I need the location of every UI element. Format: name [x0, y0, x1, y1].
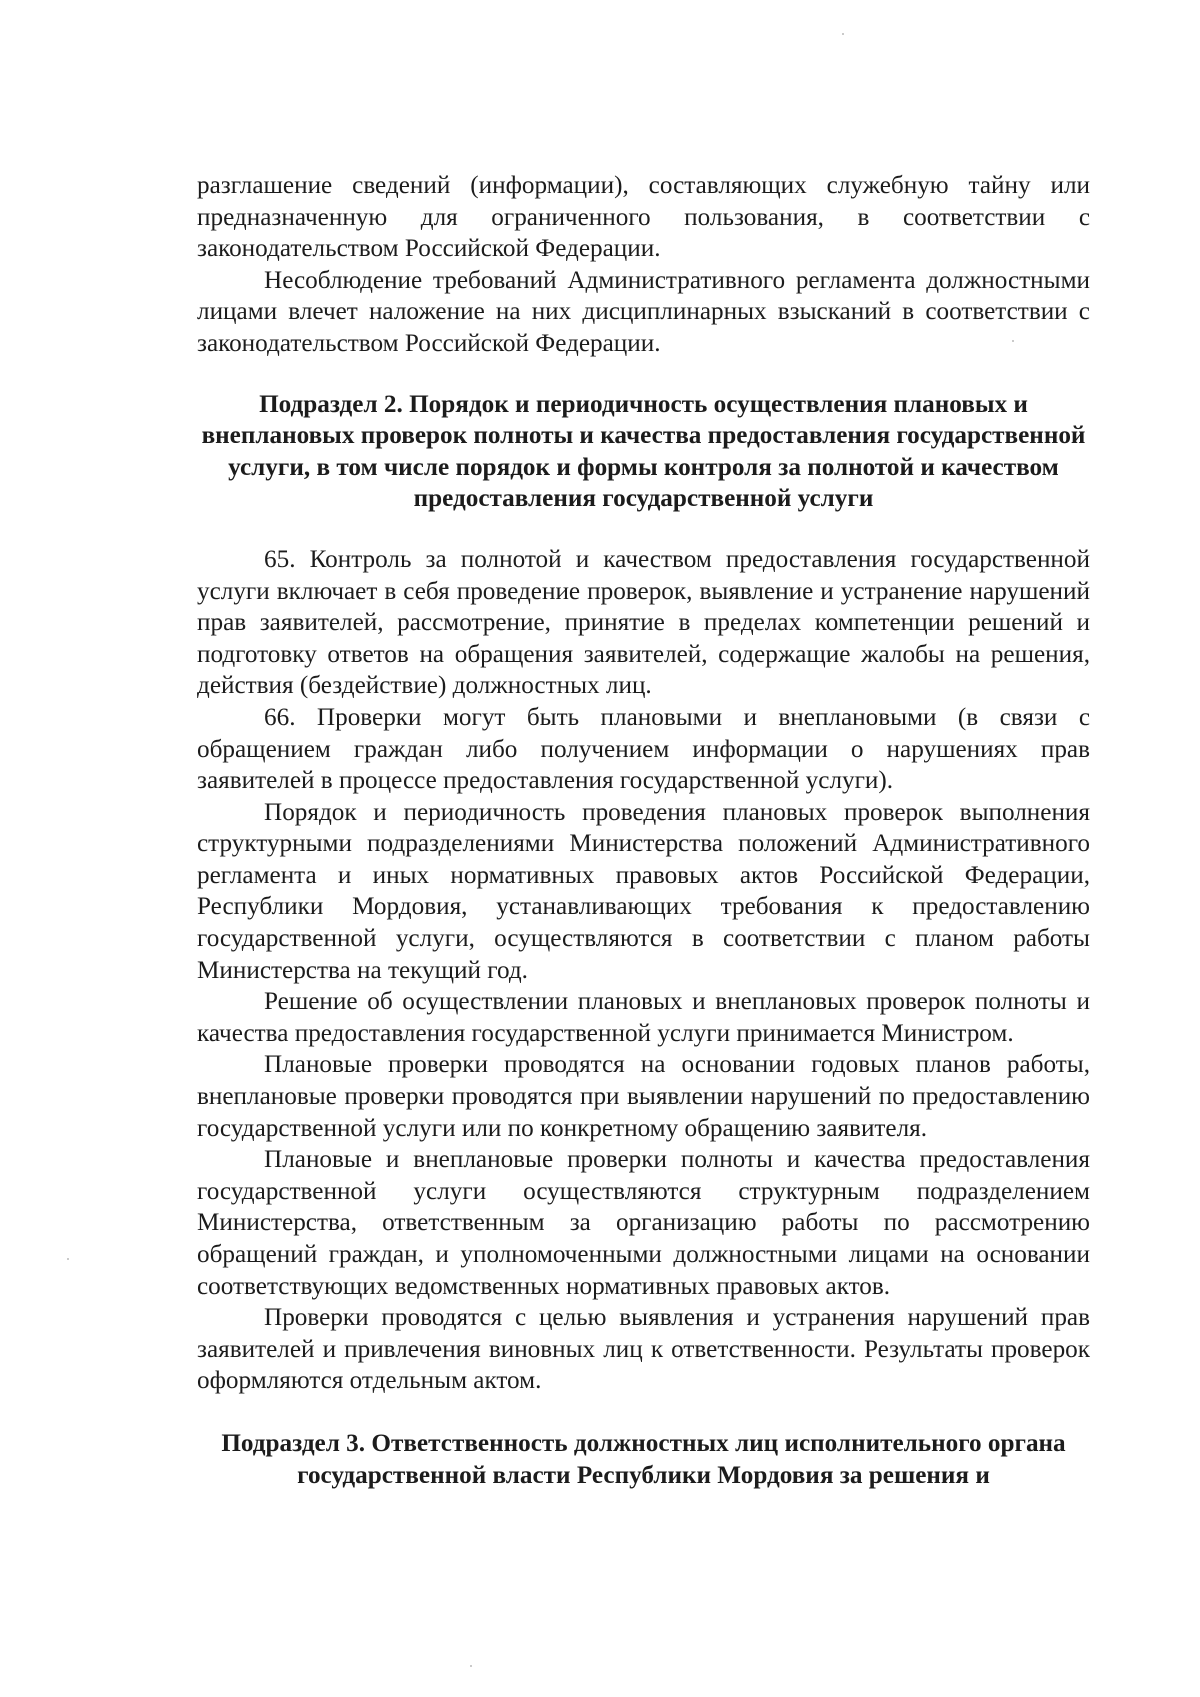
document-body	[197, 170, 1090, 1491]
subsection-2-heading: Подраздел 2. Порядок и периодичность осуществления плановых и внеплановых проверок полноты и качества предоставления государственной услуги, в том числе порядок и формы контроля за полнотой и качеством предоставления государственной услуги	[201, 390, 1086, 513]
intro-continuation: разглашение сведений (информации), составляющих служебную тайну или предназначенную для ограниченного пользования, в соответствии с законодательством Российской Федерации.	[197, 172, 1090, 263]
paragraph-inspection-basis: Плановые проверки проводятся на основании годовых планов работы, внеплановые проверки проводятся при выявлении нарушений по предоставлению государственной услуги или по конкретному обращению заявителя.	[197, 1051, 1090, 1142]
subsection-3-heading: Подраздел 3. Ответственность должностных лиц исполнительного органа государственной власти Республики Мордовия за решения и	[221, 1429, 1066, 1489]
intro-paragraph: Несоблюдение требований Административного регламента должностными лицами влечет наложение на них дисциплинарных взысканий в соответствии с законодательством Российской Федерации.	[197, 266, 1090, 357]
paragraph-inspection-performers: Плановые и внеплановые проверки полноты и качества предоставления государственной услуги осуществляются структурным подразделением Министерства, ответственным за организацию работы по рассмотрению обращений граждан, и уполномоченными должностными лицами на основании соответствующих ведомственных нормативных правовых актов.	[197, 1146, 1090, 1300]
paragraph-inspection-decision: Решение об осуществлении плановых и внеплановых проверок полноты и качества предоставления государственной услуги принимается Министром.	[197, 988, 1090, 1047]
paragraph-66: 66. Проверки могут быть плановыми и внеплановыми (в связи с обращением граждан либо получением информации о нарушениях прав заявителей в процессе предоставления государственной услуги).	[197, 703, 1090, 795]
paragraph-planned-inspections-order: Порядок и периодичность проведения плановых проверок выполнения структурными подразделениями Министерства положений Административного регламента и иных нормативных правовых актов Российской Федерации, Республики Мордовия, устанавливающих требования к предоставлению государственной услуги, осуществляются в соответствии с планом работы Министерства на текущий год.	[197, 798, 1090, 984]
paragraph-inspection-purpose: Проверки проводятся с целью выявления и устранения нарушений прав заявителей и привлечения виновных лиц к ответственности. Результаты проверок оформляются отдельным актом.	[197, 1304, 1090, 1395]
paragraph-65: 65. Контроль за полнотой и качеством предоставления государственной услуги включает в себя проведение проверок, выявление и устранение нарушений прав заявителей, рассмотрение, принятие в пределах компетенции решений и подготовку ответов на обращения заявителей, содержащие жалобы на решения, действия (бездействие) должностных лиц.	[197, 545, 1090, 700]
scan-speck	[470, 1665, 472, 1667]
scan-speck	[67, 1258, 69, 1260]
scan-speck	[842, 33, 844, 35]
